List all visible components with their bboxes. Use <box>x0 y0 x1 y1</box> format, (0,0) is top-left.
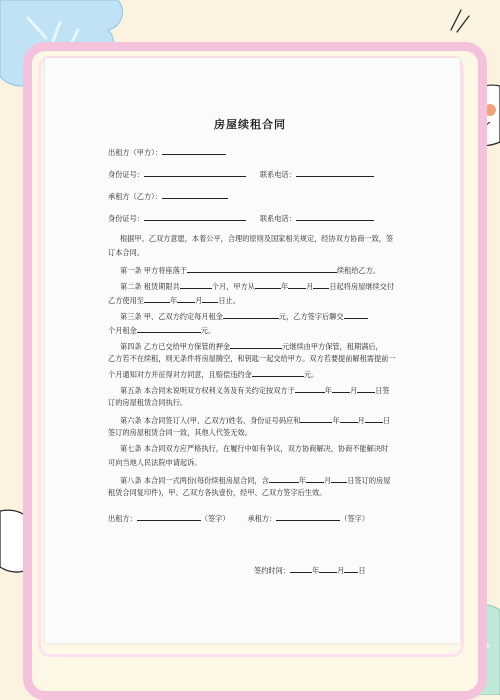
signature-line: 出租方： （签字） 承租方： （签字） <box>108 514 370 523</box>
clause-6-line-1: 第六条 本合同签订人(甲、乙双方)姓名、身份证号码应和 年 月 日 <box>120 416 391 425</box>
id-blank[interactable] <box>144 168 246 177</box>
clause-7-line-1: 第七条 本合同双方应严格执行，在履行中如有争议，双方协商解决，协商不能解决时 <box>120 444 389 453</box>
clause-4-line-1: 第四条 乙方已交给甲方保管的押金 元继续由甲方保管，租期满后， <box>120 342 383 351</box>
lessee-sign-label: 承租方： <box>247 514 277 523</box>
id-label: 身份证号： <box>108 170 144 179</box>
clause-8-line-2: 租赁合同复印件)，甲、乙双方各执壹份，经甲、乙双方签字后生效。 <box>108 488 327 497</box>
phone-blank[interactable] <box>296 212 374 221</box>
lessor-sign-label: 出租方： <box>108 514 137 523</box>
clause-3-line-1: 第三条 甲、乙双方约定每月租金 元，乙方签字后聊交 <box>120 310 368 322</box>
lessee-id-line <box>108 212 374 224</box>
clause-4-line-2: 乙方若不在续租，则无条件将房屋腾空，和钥匙一起交给甲方。双方若要提前解租需提前一 <box>108 354 396 363</box>
phone-label: 联系电话： <box>259 214 296 223</box>
phone-blank[interactable] <box>296 168 374 177</box>
clause-2-line-2: 乙方使用至 年 月 日止。 <box>108 296 240 305</box>
clause-3-line-2: 个月租金 元。 <box>108 326 216 335</box>
clause-5-line-2: 订的房屋租赁合同执行。 <box>108 398 188 407</box>
id-blank[interactable] <box>144 212 246 221</box>
lessor-blank[interactable] <box>162 146 226 155</box>
sparkle-icon <box>445 6 475 36</box>
id-label: 身份证号： <box>108 214 144 223</box>
clause-7-line-2: 可向当地人民法院申请起诉。 <box>108 458 202 467</box>
intro-line-2: 订本合同。 <box>108 248 144 257</box>
lessee-label: 承租方（乙方）： <box>108 192 162 201</box>
clause-2-line-1: 第二条 租赁期限共 个月，甲方从 年 月 日起将房屋继续交付 <box>120 282 395 291</box>
document-title: 房屋续租合同 <box>214 118 286 131</box>
sign-date-line: 签约时间： 年 月 日 <box>254 566 366 575</box>
clause-4-line-3: 个月通知对方并征得对方同意，且赔偿违约金 元。 <box>108 370 319 379</box>
clause-6-line-2: 签订的房屋租赁合同一致，其他人代签无效。 <box>108 428 252 437</box>
lessee-blank[interactable] <box>162 190 228 199</box>
clause-1: 第一条 甲方将座落于 续租给乙方。 <box>120 266 381 275</box>
clause-5-line-1: 第五条 本合同未说明双方权利义务及有关约定按双方于 年 月 日签 <box>120 386 390 395</box>
lessor-sign-blank[interactable] <box>137 512 201 521</box>
intro-line-1: 根据甲、乙双方意愿，本着公平，合理的原则及国家相关规定，经协双方协商一致，签 <box>120 234 394 243</box>
lessee-line <box>108 190 228 202</box>
lessor-label: 出租方（甲方）： <box>108 148 162 157</box>
lessee-sign-blank[interactable] <box>276 512 340 521</box>
phone-label: 联系电话： <box>259 170 296 179</box>
lessor-line <box>108 146 226 158</box>
clause-8-line-1: 第八条 本合同一式两份(每份续租房屋合同，含 年 月 日签订的房屋 <box>120 476 391 485</box>
lessor-id-line <box>108 168 374 180</box>
